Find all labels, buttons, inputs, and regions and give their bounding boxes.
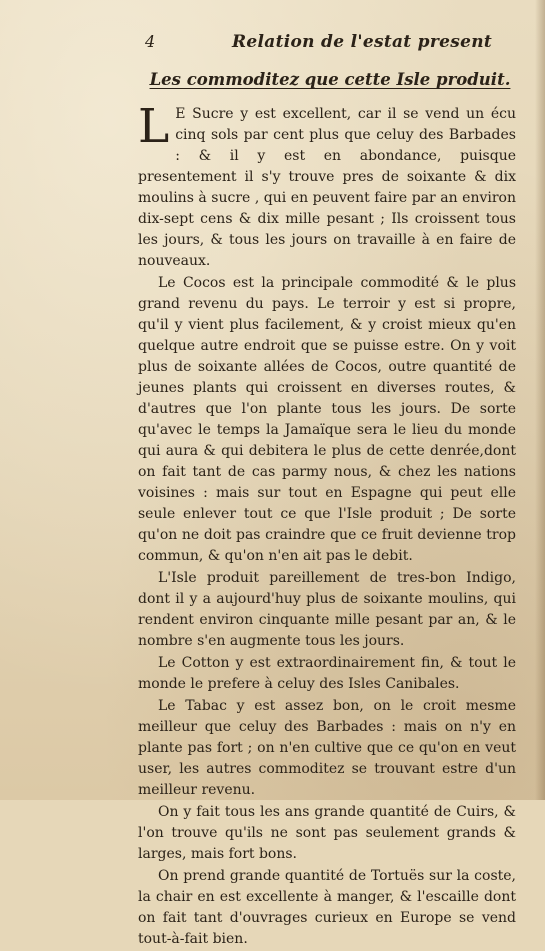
paragraph-cotton: Le Cotton y est extraordinairement fin, & tout le monde le prefere à celuy des Isles Canibales.: [138, 655, 516, 692]
paragraph-tabac: Le Tabac y est assez bon, on le croit mesme meilleur que celuy des Barbades : mais on n'y en plante pas fort ; on n'en cultive que ce qu'on en veut user, les autres commoditez se trouvant estre d'un meilleur revenu.: [138, 698, 516, 798]
paragraph-sucre: [138, 99, 516, 272]
paragraph-text: E Sucre y est excellent, car il se vend un écu cinq sols par cent plus que celuy des Barbades : & il y est en abondance, puisque presentement il s'y trouve pres de soixante & dix moulins à sucre , qui en peuvent faire par an environ dix-sept cens & dix mille pesant ; Ils croissent tous les jours, & tous les jours on travaille à en faire de nouveaux.: [138, 106, 516, 269]
paragraph-cocos: Le Cocos est la principale commodité & le plus grand revenu du pays. Le terroir y est si propre, qu'il y vient plus facilement, & y croist mieux qu'en quelque autre endroit que se puisse estre. On y voit plus de soixante allées de Cocos, outre quantité de jeunes plants qui croissent en diverses routes, & d'autres que l'on plante tous les jours. De sorte qu'avec le temps la Jamaïque sera le lieu du monde qui aura & qui debitera le plus de cette denrée,dont on fait tant de cas parmy nous, & chez les nations voisines : mais sur tout en Espagne qui peut elle seule enlever tout ce que l'Isle produit ; De sorte qu'on ne doit pas craindre que ce fruit devienne trop commun, & qu'on n'en ait pas le debit.: [138, 275, 516, 564]
drop-cap-letter: L: [138, 99, 170, 154]
paragraph-tortues: On prend grande quantité de Tortuës sur la coste, la chair en est excellente à manger, & l'escaille dont on fait tant d'ouvrages curieux en Europe se vend tout-à-fait bien.: [138, 868, 516, 947]
paragraph-cuirs: On y fait tous les ans grande quantité de Cuirs, & l'on trouve qu'ils ne sont pas seulement grands & larges, mais fort bons.: [138, 804, 516, 862]
section-title: Les commoditez que cette Isle produit.: [149, 70, 511, 89]
paragraph-indigo: L'Isle produit pareillement de tres-bon Indigo, dont il y a aujourd'huy plus de soixante moulins, qui rendent environ cinquante mille pesant par an, & le nombre s'en augmente tous les jours.: [138, 570, 516, 649]
body-text: [138, 99, 516, 951]
page-number: 4: [145, 32, 156, 51]
running-head: [145, 32, 545, 52]
running-title: Relation de l'estat present: [232, 32, 493, 52]
